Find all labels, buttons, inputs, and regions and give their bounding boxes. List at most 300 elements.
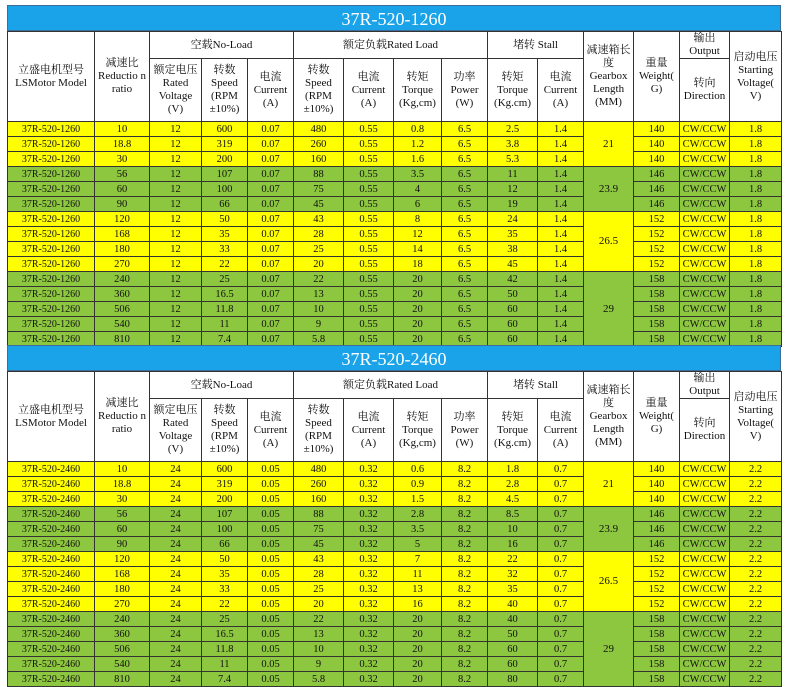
starting-voltage-cell: 1.8 [730,122,782,137]
output-direction-cell: CW/CCW [680,537,730,552]
rated-torque-cell: 0.8 [394,122,442,137]
rated-torque-cell: 16 [394,597,442,612]
table-row [8,522,782,537]
starting-voltage-cell: 2.2 [730,672,782,687]
stall-torque-cell: 2.5 [488,122,538,137]
rated-power-cell: 6.5 [442,287,488,302]
output-direction-cell: CW/CCW [680,332,730,347]
rated-power-cell: 8.2 [442,582,488,597]
voltage-cell: 24 [150,567,202,582]
rated-current-cell: 0.55 [344,212,394,227]
noload-speed-cell: 33 [202,582,248,597]
rated-speed-cell: 260 [294,137,344,152]
table-row [8,612,782,627]
header-rl-torque: 转矩 Torque (Kg,cm) [394,59,442,122]
rated-current-cell: 0.32 [344,492,394,507]
rated-current-cell: 0.55 [344,152,394,167]
header-output: 输出 Output [680,32,730,59]
stall-current-cell: 1.4 [538,137,584,152]
weight-cell: 146 [634,167,680,182]
ratio-cell: 56 [95,167,150,182]
stall-current-cell: 0.7 [538,642,584,657]
model-cell: 37R-520-1260 [8,257,95,272]
output-direction-cell: CW/CCW [680,212,730,227]
rated-speed-cell: 45 [294,537,344,552]
weight-cell: 158 [634,317,680,332]
rated-torque-cell: 20 [394,627,442,642]
rated-speed-cell: 25 [294,242,344,257]
output-direction-cell: CW/CCW [680,582,730,597]
rated-speed-cell: 160 [294,492,344,507]
weight-cell: 140 [634,137,680,152]
weight-cell: 146 [634,507,680,522]
table-row [8,257,782,272]
table-row [8,582,782,597]
noload-current-cell: 0.05 [248,492,294,507]
table-title: 37R-520-1260 [7,5,781,31]
header-st-current: 电流 Current (A) [538,59,584,122]
rated-speed-cell: 160 [294,152,344,167]
ratio-cell: 240 [95,272,150,287]
header-nl-current: 电流 Current (A) [248,59,294,122]
ratio-cell: 506 [95,642,150,657]
rated-power-cell: 8.2 [442,657,488,672]
table-row [8,227,782,242]
table-row [8,537,782,552]
stall-torque-cell: 40 [488,597,538,612]
rated-current-cell: 0.55 [344,242,394,257]
stall-torque-cell: 19 [488,197,538,212]
noload-speed-cell: 100 [202,522,248,537]
header-nl-speed: 转数 Speed (RPM ±10%) [202,399,248,462]
starting-voltage-cell: 1.8 [730,287,782,302]
model-cell: 37R-520-2460 [8,627,95,642]
ratio-cell: 168 [95,227,150,242]
ratio-cell: 60 [95,182,150,197]
rated-power-cell: 6.5 [442,197,488,212]
rated-power-cell: 6.5 [442,272,488,287]
noload-current-cell: 0.05 [248,657,294,672]
output-direction-cell: CW/CCW [680,522,730,537]
ratio-cell: 180 [95,582,150,597]
noload-speed-cell: 66 [202,197,248,212]
noload-speed-cell: 107 [202,167,248,182]
model-cell: 37R-520-1260 [8,152,95,167]
ratio-cell: 270 [95,257,150,272]
rated-power-cell: 6.5 [442,302,488,317]
starting-voltage-cell: 2.2 [730,642,782,657]
rated-power-cell: 8.2 [442,462,488,477]
header-st-torque: 转矩 Torque (Kg.cm) [488,399,538,462]
weight-cell: 158 [634,302,680,317]
starting-voltage-cell: 1.8 [730,272,782,287]
rated-torque-cell: 20 [394,302,442,317]
noload-current-cell: 0.07 [248,122,294,137]
noload-speed-cell: 50 [202,212,248,227]
rated-power-cell: 8.2 [442,537,488,552]
output-direction-cell: CW/CCW [680,122,730,137]
rated-speed-cell: 75 [294,182,344,197]
noload-current-cell: 0.05 [248,522,294,537]
rated-current-cell: 0.55 [344,197,394,212]
ratio-cell: 18.8 [95,477,150,492]
noload-current-cell: 0.07 [248,227,294,242]
noload-speed-cell: 66 [202,537,248,552]
output-direction-cell: CW/CCW [680,137,730,152]
header-rated-load: 额定负载Rated Load [294,32,488,59]
rated-power-cell: 8.2 [442,597,488,612]
rated-speed-cell: 9 [294,657,344,672]
output-direction-cell: CW/CCW [680,167,730,182]
voltage-cell: 24 [150,612,202,627]
ratio-cell: 120 [95,212,150,227]
rated-torque-cell: 0.6 [394,462,442,477]
table-row [8,317,782,332]
stall-torque-cell: 1.8 [488,462,538,477]
stall-current-cell: 1.4 [538,242,584,257]
rated-current-cell: 0.55 [344,167,394,182]
output-direction-cell: CW/CCW [680,612,730,627]
rated-torque-cell: 1.2 [394,137,442,152]
model-cell: 37R-520-1260 [8,212,95,227]
rated-power-cell: 6.5 [442,182,488,197]
rated-torque-cell: 20 [394,612,442,627]
rated-torque-cell: 20 [394,332,442,347]
model-cell: 37R-520-1260 [8,167,95,182]
stall-current-cell: 0.7 [538,567,584,582]
output-direction-cell: CW/CCW [680,492,730,507]
voltage-cell: 24 [150,657,202,672]
noload-speed-cell: 25 [202,272,248,287]
rated-power-cell: 8.2 [442,477,488,492]
rated-torque-cell: 20 [394,287,442,302]
rated-current-cell: 0.32 [344,522,394,537]
header-gearbox: 减速箱长度 Gearbox Length (MM) [584,372,634,462]
output-direction-cell: CW/CCW [680,552,730,567]
starting-voltage-cell: 1.8 [730,332,782,347]
rated-current-cell: 0.32 [344,612,394,627]
stall-current-cell: 0.7 [538,612,584,627]
rated-power-cell: 6.5 [442,317,488,332]
voltage-cell: 12 [150,122,202,137]
stall-current-cell: 1.4 [538,227,584,242]
table-row [8,302,782,317]
table-row [8,492,782,507]
rated-torque-cell: 7 [394,552,442,567]
model-cell: 37R-520-2460 [8,597,95,612]
stall-torque-cell: 5.3 [488,152,538,167]
rated-speed-cell: 10 [294,302,344,317]
header-starting: 启动电压 Starting Voltage( V) [730,372,782,462]
stall-current-cell: 1.4 [538,302,584,317]
noload-speed-cell: 100 [202,182,248,197]
starting-voltage-cell: 2.2 [730,627,782,642]
stall-torque-cell: 12 [488,182,538,197]
table-row [8,152,782,167]
model-cell: 37R-520-2460 [8,522,95,537]
table-row [8,137,782,152]
noload-speed-cell: 319 [202,137,248,152]
header-weight: 重量 Weight( G) [634,32,680,122]
rated-current-cell: 0.55 [344,122,394,137]
weight-cell: 152 [634,582,680,597]
noload-current-cell: 0.05 [248,642,294,657]
rated-current-cell: 0.55 [344,227,394,242]
rated-power-cell: 6.5 [442,227,488,242]
header-weight: 重量 Weight( G) [634,372,680,462]
table-row [8,182,782,197]
table-row [8,462,782,477]
header-ratio: 减速比Reductio n ratio [95,372,150,462]
rated-speed-cell: 22 [294,272,344,287]
header-nl-voltage: 额定电压Rated Voltage (V) [150,59,202,122]
noload-current-cell: 0.07 [248,317,294,332]
starting-voltage-cell: 2.2 [730,477,782,492]
weight-cell: 152 [634,257,680,272]
noload-current-cell: 0.07 [248,302,294,317]
spec-table [7,371,782,687]
rated-torque-cell: 20 [394,672,442,687]
stall-torque-cell: 60 [488,642,538,657]
noload-speed-cell: 11 [202,657,248,672]
weight-cell: 158 [634,612,680,627]
stall-current-cell: 0.7 [538,552,584,567]
starting-voltage-cell: 2.2 [730,522,782,537]
noload-speed-cell: 600 [202,462,248,477]
stall-torque-cell: 16 [488,537,538,552]
rated-current-cell: 0.32 [344,597,394,612]
gearbox-length-cell: 29 [584,612,634,687]
noload-speed-cell: 16.5 [202,287,248,302]
stall-current-cell: 0.7 [538,672,584,687]
noload-speed-cell: 22 [202,597,248,612]
starting-voltage-cell: 2.2 [730,537,782,552]
weight-cell: 158 [634,272,680,287]
noload-current-cell: 0.05 [248,597,294,612]
stall-current-cell: 0.7 [538,522,584,537]
ratio-cell: 60 [95,522,150,537]
stall-torque-cell: 4.5 [488,492,538,507]
rated-power-cell: 8.2 [442,612,488,627]
rated-power-cell: 8.2 [442,552,488,567]
output-direction-cell: CW/CCW [680,272,730,287]
voltage-cell: 12 [150,317,202,332]
noload-current-cell: 0.07 [248,152,294,167]
rated-torque-cell: 1.6 [394,152,442,167]
noload-speed-cell: 11.8 [202,302,248,317]
ratio-cell: 240 [95,612,150,627]
header-gearbox: 减速箱长度 Gearbox Length (MM) [584,32,634,122]
stall-torque-cell: 60 [488,317,538,332]
output-direction-cell: CW/CCW [680,657,730,672]
ratio-cell: 540 [95,317,150,332]
stall-torque-cell: 45 [488,257,538,272]
header-rated-load: 额定负载Rated Load [294,372,488,399]
stall-torque-cell: 2.8 [488,477,538,492]
stall-current-cell: 1.4 [538,257,584,272]
header-st-torque: 转矩 Torque (Kg.cm) [488,59,538,122]
header-output: 输出 Output [680,372,730,399]
voltage-cell: 24 [150,492,202,507]
weight-cell: 158 [634,332,680,347]
stall-current-cell: 0.7 [538,597,584,612]
header-model: 立盛电机型号 LSMotor Model [8,32,95,122]
model-cell: 37R-520-2460 [8,657,95,672]
weight-cell: 140 [634,462,680,477]
rated-current-cell: 0.32 [344,582,394,597]
stall-torque-cell: 22 [488,552,538,567]
noload-speed-cell: 33 [202,242,248,257]
rated-speed-cell: 260 [294,477,344,492]
rated-torque-cell: 3.5 [394,167,442,182]
output-direction-cell: CW/CCW [680,462,730,477]
noload-current-cell: 0.05 [248,672,294,687]
rated-speed-cell: 45 [294,197,344,212]
noload-current-cell: 0.05 [248,507,294,522]
starting-voltage-cell: 2.2 [730,507,782,522]
stall-torque-cell: 42 [488,272,538,287]
table-row [8,212,782,227]
starting-voltage-cell: 1.8 [730,257,782,272]
voltage-cell: 24 [150,627,202,642]
stall-current-cell: 0.7 [538,477,584,492]
gearbox-length-cell: 26.5 [584,552,634,612]
header-rl-power: 功率 Power (W) [442,399,488,462]
voltage-cell: 24 [150,582,202,597]
header-rl-torque: 转矩 Torque (Kg,cm) [394,399,442,462]
voltage-cell: 12 [150,302,202,317]
voltage-cell: 12 [150,167,202,182]
rated-power-cell: 8.2 [442,627,488,642]
rated-current-cell: 0.55 [344,317,394,332]
stall-current-cell: 0.7 [538,657,584,672]
output-direction-cell: CW/CCW [680,597,730,612]
table-row [8,672,782,687]
gearbox-length-cell: 21 [584,462,634,507]
weight-cell: 152 [634,567,680,582]
rated-power-cell: 8.2 [442,492,488,507]
header-model: 立盛电机型号 LSMotor Model [8,372,95,462]
rated-speed-cell: 13 [294,627,344,642]
stall-current-cell: 0.7 [538,492,584,507]
noload-current-cell: 0.07 [248,137,294,152]
ratio-cell: 90 [95,537,150,552]
weight-cell: 152 [634,227,680,242]
rated-speed-cell: 25 [294,582,344,597]
stall-current-cell: 1.4 [538,122,584,137]
rated-current-cell: 0.32 [344,657,394,672]
rated-speed-cell: 22 [294,612,344,627]
table-row [8,507,782,522]
noload-speed-cell: 600 [202,122,248,137]
rated-speed-cell: 20 [294,597,344,612]
weight-cell: 146 [634,182,680,197]
noload-current-cell: 0.05 [248,627,294,642]
rated-current-cell: 0.55 [344,137,394,152]
output-direction-cell: CW/CCW [680,627,730,642]
voltage-cell: 12 [150,272,202,287]
weight-cell: 158 [634,287,680,302]
noload-speed-cell: 7.4 [202,332,248,347]
ratio-cell: 10 [95,122,150,137]
noload-current-cell: 0.07 [248,197,294,212]
rated-current-cell: 0.32 [344,627,394,642]
stall-torque-cell: 10 [488,522,538,537]
voltage-cell: 24 [150,522,202,537]
stall-torque-cell: 11 [488,167,538,182]
voltage-cell: 12 [150,242,202,257]
rated-speed-cell: 88 [294,167,344,182]
table-row [8,167,782,182]
stall-current-cell: 0.7 [538,582,584,597]
output-direction-cell: CW/CCW [680,182,730,197]
rated-power-cell: 6.5 [442,212,488,227]
rated-current-cell: 0.32 [344,477,394,492]
noload-current-cell: 0.05 [248,552,294,567]
output-direction-cell: CW/CCW [680,257,730,272]
stall-torque-cell: 60 [488,332,538,347]
weight-cell: 146 [634,522,680,537]
weight-cell: 158 [634,627,680,642]
stall-current-cell: 1.4 [538,152,584,167]
model-cell: 37R-520-1260 [8,287,95,302]
model-cell: 37R-520-1260 [8,182,95,197]
gearbox-length-cell: 26.5 [584,212,634,272]
ratio-cell: 540 [95,657,150,672]
starting-voltage-cell: 1.8 [730,227,782,242]
header-no-load: 空载No-Load [150,372,294,399]
ratio-cell: 360 [95,287,150,302]
gearbox-length-cell: 21 [584,122,634,167]
voltage-cell: 12 [150,152,202,167]
model-cell: 37R-520-1260 [8,122,95,137]
rated-power-cell: 6.5 [442,332,488,347]
table-row [8,567,782,582]
weight-cell: 140 [634,477,680,492]
rated-current-cell: 0.32 [344,642,394,657]
rated-power-cell: 6.5 [442,242,488,257]
weight-cell: 152 [634,597,680,612]
rated-current-cell: 0.55 [344,332,394,347]
gearbox-length-cell: 23.9 [584,167,634,212]
stall-torque-cell: 60 [488,302,538,317]
table-title: 37R-520-2460 [7,345,781,371]
rated-power-cell: 6.5 [442,167,488,182]
stall-torque-cell: 35 [488,582,538,597]
rated-torque-cell: 12 [394,227,442,242]
rated-power-cell: 8.2 [442,642,488,657]
stall-current-cell: 1.4 [538,272,584,287]
rated-torque-cell: 1.5 [394,492,442,507]
voltage-cell: 12 [150,182,202,197]
rated-torque-cell: 14 [394,242,442,257]
model-cell: 37R-520-1260 [8,197,95,212]
model-cell: 37R-520-1260 [8,302,95,317]
stall-current-cell: 1.4 [538,167,584,182]
header-stall: 堵转 Stall [488,372,584,399]
starting-voltage-cell: 1.8 [730,137,782,152]
rated-current-cell: 0.55 [344,182,394,197]
spec-table-block [7,345,781,687]
stall-current-cell: 0.7 [538,507,584,522]
noload-speed-cell: 35 [202,567,248,582]
header-starting: 启动电压 Starting Voltage( V) [730,32,782,122]
voltage-cell: 24 [150,597,202,612]
rated-power-cell: 6.5 [442,122,488,137]
starting-voltage-cell: 1.8 [730,182,782,197]
voltage-cell: 24 [150,477,202,492]
model-cell: 37R-520-2460 [8,462,95,477]
